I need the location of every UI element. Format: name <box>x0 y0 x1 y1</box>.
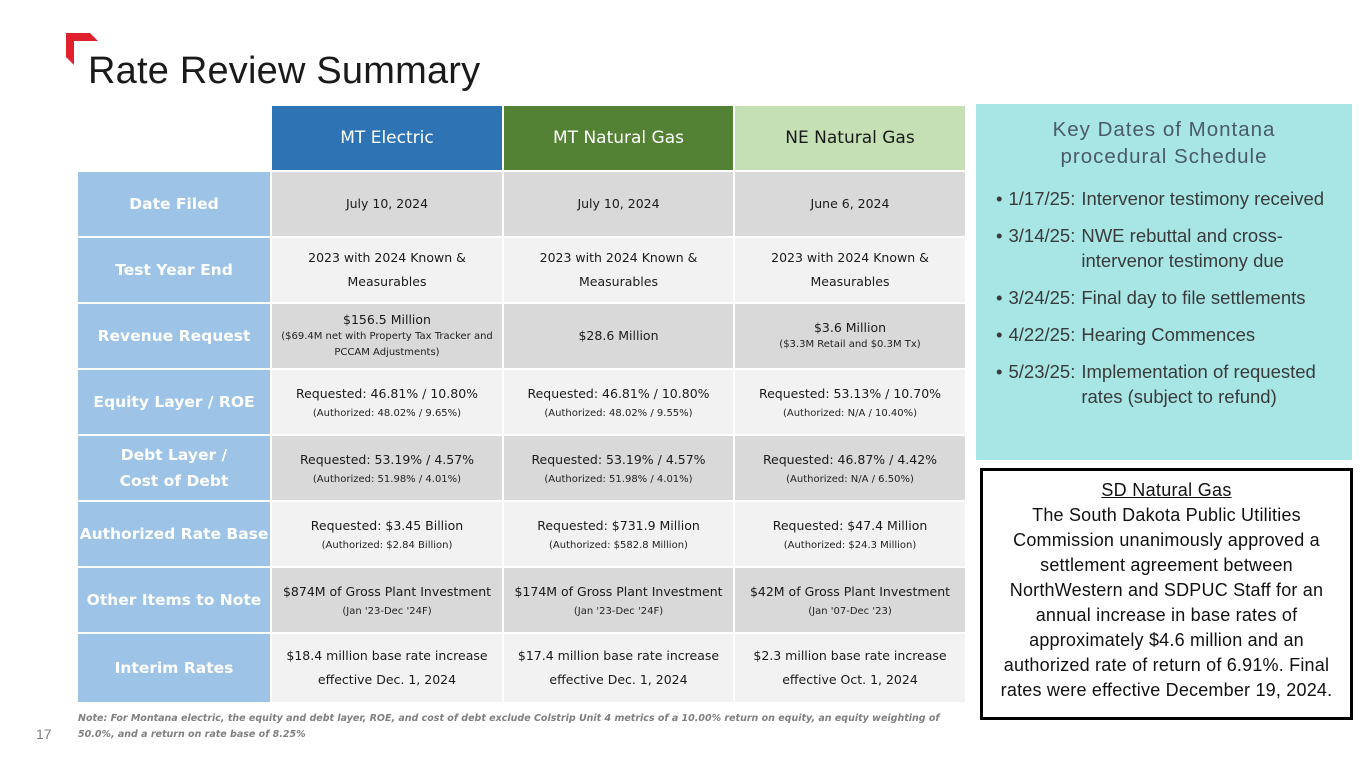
bullet-icon: • <box>996 188 1003 209</box>
cell-value: Requested: 53.13% / 10.70% <box>758 386 942 401</box>
column-header-mt-electric: MT Electric <box>271 105 503 171</box>
cell-line: $18.4 million base rate increase <box>286 648 488 663</box>
list-item <box>996 186 1348 211</box>
table-cell <box>734 633 966 703</box>
table-cell <box>271 567 503 633</box>
table-cell <box>734 435 966 501</box>
cell-line: 2023 with 2024 Known & <box>539 250 698 265</box>
list-item <box>996 223 1348 273</box>
table-cell <box>271 369 503 435</box>
table-row <box>77 567 966 633</box>
table-cell <box>271 501 503 567</box>
bullet-icon: • <box>996 324 1003 345</box>
row-header-debt-layer <box>77 435 271 501</box>
key-date-text: Final day to file settlements <box>1081 287 1306 308</box>
cell-line: $17.4 million base rate increase <box>517 648 720 663</box>
table-cell <box>503 633 734 703</box>
row-header-line: Cost of Debt <box>119 472 229 490</box>
cell-value: Requested: 53.19% / 4.57% <box>299 452 475 467</box>
cell-subtext: (Authorized: 51.98% / 4.01%) <box>544 474 693 485</box>
page-number: 17 <box>36 726 52 742</box>
column-header-mt-natural-gas: MT Natural Gas <box>503 105 734 171</box>
table-cell <box>503 567 734 633</box>
cell-value: $28.6 Million <box>578 328 659 343</box>
cell-value: July 10, 2024 <box>577 196 660 211</box>
cell-line: Measurables <box>579 274 658 289</box>
list-item <box>996 285 1348 310</box>
sd-box-body: The South Dakota Public Utilities Commission unanimously approved a settlement agreement between NorthWestern and SDPUC Staff for an annual increase in base rates of approximately $4.6 million and an authorized rate of return of 6.91%. Final rates were effective December 19, 2024. <box>1000 505 1333 700</box>
cell-subtext: ($69.4M net with Property Tax Tracker and PCCAM Adjustments) <box>281 331 493 358</box>
key-dates-title-line: procedural Schedule <box>1060 145 1268 168</box>
table-cell <box>734 369 966 435</box>
cell-line: effective Dec. 1, 2024 <box>317 672 457 687</box>
cell-value: June 6, 2024 <box>810 196 890 211</box>
table-row <box>77 435 966 501</box>
table-cell <box>734 237 966 303</box>
key-date: 4/22/25: <box>1008 324 1076 345</box>
key-date-text: NWE rebuttal and cross-intervenor testimony due <box>1081 225 1284 271</box>
key-dates-title-line: Key Dates of Montana <box>1052 118 1276 141</box>
table-row <box>77 303 966 369</box>
key-date-text: Intervenor testimony received <box>1081 188 1325 209</box>
bullet-icon: • <box>996 361 1003 382</box>
row-header-authorized-rate-base: Authorized Rate Base <box>77 501 271 567</box>
cell-value: Requested: 46.87% / 4.42% <box>762 452 938 467</box>
table-cell <box>271 435 503 501</box>
key-date-text: Hearing Commences <box>1081 324 1256 345</box>
cell-subtext: (Authorized: 48.02% / 9.55%) <box>544 408 693 419</box>
cell-value: Requested: $3.45 Billion <box>310 518 464 533</box>
cell-value: $3.6 Million <box>813 320 887 335</box>
table-cell <box>271 237 503 303</box>
cell-subtext: (Authorized: 51.98% / 4.01%) <box>312 474 462 485</box>
cell-line: 2023 with 2024 Known & <box>771 250 929 265</box>
cell-value: July 10, 2024 <box>345 196 429 211</box>
table-cell <box>503 501 734 567</box>
table-cell <box>503 435 734 501</box>
table-cell <box>734 171 966 237</box>
cell-subtext: (Jan '23-Dec '24F) <box>342 606 432 617</box>
cell-value: $874M of Gross Plant Investment <box>282 584 492 599</box>
footnote: Note: For Montana electric, the equity and debt layer, ROE, and cost of debt exclude Colstrip Unit 4 metrics of a 10.00% return on equity, an equity weighting of 50.0%, and a return on rate base of 8.25% <box>78 713 940 740</box>
cell-value: Requested: 46.81% / 10.80% <box>295 386 479 401</box>
table-cell <box>503 369 734 435</box>
table-row <box>77 369 966 435</box>
key-date: 3/24/25: <box>1008 287 1076 308</box>
bullet-icon: • <box>996 287 1003 308</box>
cell-subtext: (Authorized: N/A / 10.40%) <box>782 408 918 419</box>
sd-natural-gas-box <box>980 468 1353 720</box>
column-header-ne-natural-gas: NE Natural Gas <box>734 105 966 171</box>
table-cell <box>503 171 734 237</box>
table-cell <box>503 303 734 369</box>
cell-subtext: (Authorized: $582.8 Million) <box>549 540 688 551</box>
key-date: 1/17/25: <box>1008 188 1076 209</box>
cell-line: $2.3 million base rate increase <box>753 648 947 663</box>
cell-line: Measurables <box>347 274 427 289</box>
cell-subtext: ($3.3M Retail and $0.3M Tx) <box>779 339 921 350</box>
table-cell <box>734 567 966 633</box>
cell-subtext: (Jan '07-Dec '23) <box>808 606 892 617</box>
cell-value: Requested: $731.9 Million <box>537 518 700 533</box>
cell-line: effective Dec. 1, 2024 <box>549 672 688 687</box>
key-date-text: Implementation of requested rates (subject to refund) <box>1081 361 1316 407</box>
table-cell <box>503 237 734 303</box>
row-header-other-items: Other Items to Note <box>77 567 271 633</box>
table-cell <box>271 633 503 703</box>
table-cell <box>271 171 503 237</box>
table-corner <box>77 105 271 171</box>
row-header-equity-layer-roe: Equity Layer / ROE <box>77 369 271 435</box>
table-row <box>77 171 966 237</box>
row-header-test-year-end: Test Year End <box>77 237 271 303</box>
cell-value: Requested: 53.19% / 4.57% <box>531 452 706 467</box>
sd-box-title: SD Natural Gas <box>1101 480 1232 500</box>
cell-value: $42M of Gross Plant Investment <box>749 584 951 599</box>
cell-value: $156.5 Million <box>343 312 431 327</box>
key-dates-title <box>976 116 1352 170</box>
cell-line: 2023 with 2024 Known & <box>308 250 466 265</box>
cell-subtext: (Authorized: $24.3 Million) <box>783 540 917 551</box>
cell-subtext: (Authorized: N/A / 6.50%) <box>786 474 914 485</box>
page-title: Rate Review Summary <box>88 50 481 92</box>
list-item <box>996 322 1348 347</box>
row-header-line: Debt Layer / <box>120 446 228 464</box>
key-dates-panel <box>976 104 1352 460</box>
bullet-icon: • <box>996 225 1003 246</box>
cell-line: Measurables <box>810 274 890 289</box>
row-header-interim-rates: Interim Rates <box>77 633 271 703</box>
cell-subtext: (Authorized: 48.02% / 9.65%) <box>312 408 462 419</box>
table-cell <box>734 501 966 567</box>
cell-value: Requested: $47.4 Million <box>772 518 928 533</box>
key-date: 5/23/25: <box>1008 361 1076 382</box>
table-cell <box>271 303 503 369</box>
cell-line: effective Oct. 1, 2024 <box>782 672 918 687</box>
rate-review-table <box>76 104 967 704</box>
table-row <box>77 633 966 703</box>
cell-value: Requested: 46.81% / 10.80% <box>527 386 710 401</box>
cell-value: $174M of Gross Plant Investment <box>514 584 723 599</box>
table-row <box>77 237 966 303</box>
row-header-revenue-request: Revenue Request <box>77 303 271 369</box>
cell-subtext: (Jan '23-Dec '24F) <box>573 606 664 617</box>
key-dates-list <box>996 186 1348 421</box>
key-date: 3/14/25: <box>1008 225 1076 246</box>
row-header-date-filed: Date Filed <box>77 171 271 237</box>
table-row <box>77 501 966 567</box>
list-item <box>996 359 1348 409</box>
table-cell <box>734 303 966 369</box>
cell-subtext: (Authorized: $2.84 Billion) <box>321 540 453 551</box>
